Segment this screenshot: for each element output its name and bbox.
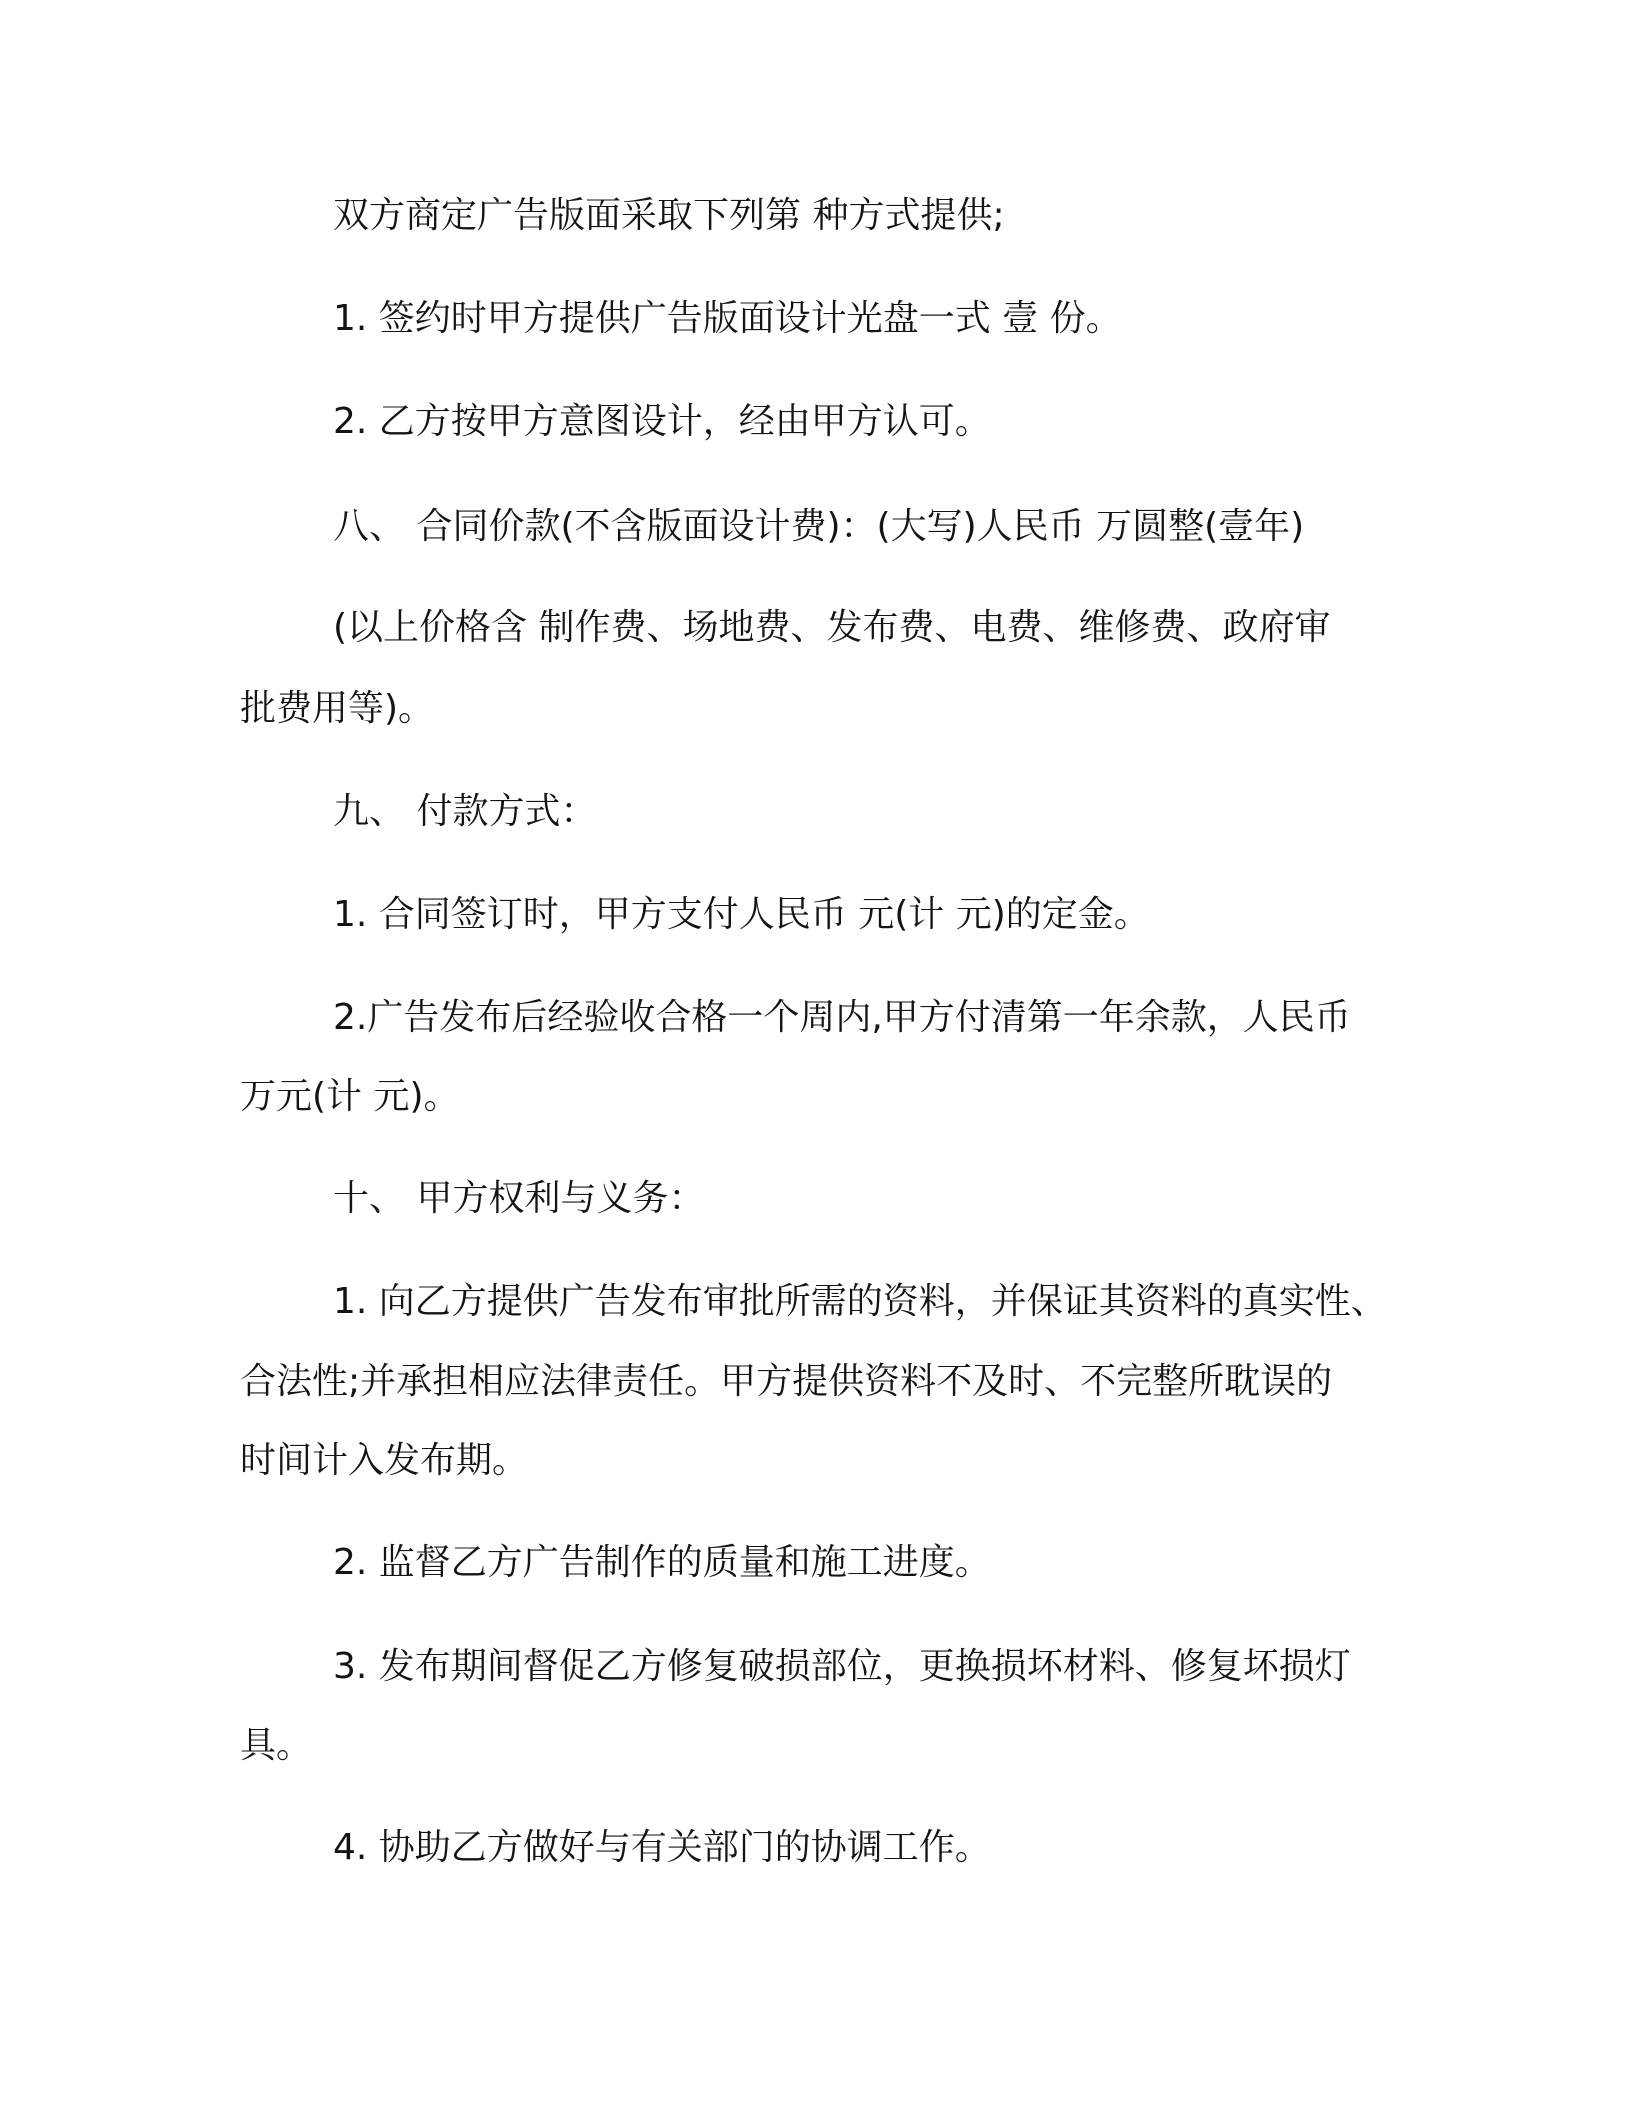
paragraph-payment-1: 1. 合同签订时，甲方支付人民币 元(计 元)的定金。 [333,894,1150,935]
paragraph-rights-1-cont-a: 合法性;并承担相应法律责任。甲方提供资料不及时、不完整所耽误的 [240,1361,1333,1402]
paragraph-price-includes: (以上价格含 制作费、场地费、发布费、电费、维修费、政府审 [333,607,1331,648]
paragraph-payment-2: 2.广告发布后经验收合格一个周内,甲方付清第一年余款，人民币 [333,997,1351,1038]
paragraph-price-includes-cont: 批费用等)。 [240,688,435,729]
paragraph-ad-layout-method: 双方商定广告版面采取下列第 种方式提供; [333,195,1005,236]
paragraph-rights-3-cont: 具。 [240,1725,313,1766]
paragraph-rights-1-cont-b: 时间计入发布期。 [240,1440,529,1481]
heading-contract-price: 八、 合同价款(不含版面设计费)：(大写)人民币 万圆整(壹年) [333,506,1305,547]
paragraph-rights-1: 1. 向乙方提供广告发布审批所需的资料，并保证其资料的真实性、 [333,1281,1387,1322]
paragraph-item-1-disc: 1. 签约时甲方提供广告版面设计光盘一式 壹 份。 [333,298,1122,339]
heading-party-a-rights: 十、 甲方权利与义务： [333,1178,705,1219]
paragraph-item-2-design: 2. 乙方按甲方意图设计，经由甲方认可。 [333,401,991,442]
paragraph-rights-4: 4. 协助乙方做好与有关部门的协调工作。 [333,1827,991,1868]
paragraph-rights-2: 2. 监督乙方广告制作的质量和施工进度。 [333,1542,991,1583]
paragraph-rights-3: 3. 发布期间督促乙方修复破损部位，更换损坏材料、修复坏损灯 [333,1646,1351,1687]
heading-payment-method: 九、 付款方式： [333,791,597,832]
paragraph-payment-2-cont: 万元(计 元)。 [240,1076,460,1117]
